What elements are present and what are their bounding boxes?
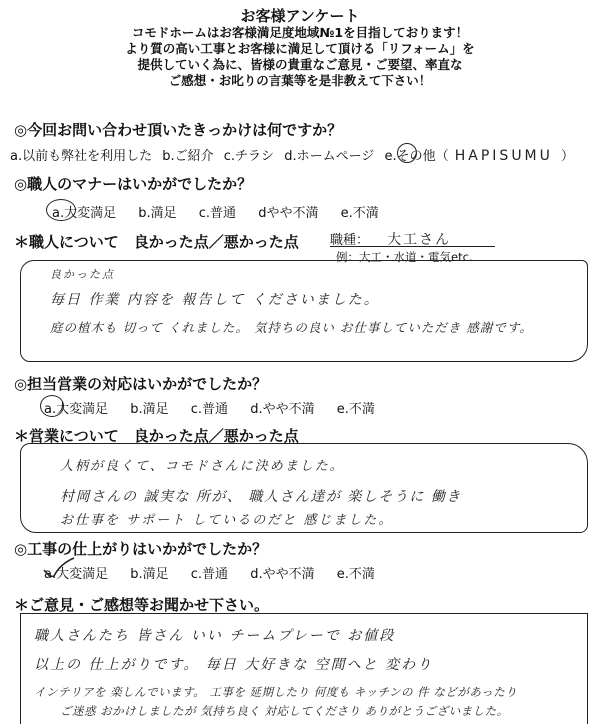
q4-option-d[interactable]: d.やや不満 <box>250 567 315 582</box>
q2-option-c[interactable]: c.普通 <box>198 206 237 221</box>
opinion-comment-line-1: 職人さんたち 皆さん いい チームプレーで お値段 <box>34 628 396 644</box>
q5-label: ＊ご意見・ご感想等お聞かせ下さい。 <box>14 596 270 614</box>
q3-option-d[interactable]: d.やや不満 <box>250 402 315 417</box>
q4-question: ◎工事の仕上がりはいかがでしたか？ <box>14 540 268 558</box>
q1-options <box>10 145 588 164</box>
q2-selection-circle <box>46 199 76 221</box>
header-line-2: より質の高い工事とお客様に満足して頂ける「リフォーム」を <box>125 41 475 56</box>
q4-check-mark <box>40 556 80 584</box>
q2-option-d[interactable]: dやや不満 <box>258 206 319 221</box>
header-line-1: コモドホームはお客様満足度地域№1を目指しております！ <box>131 25 469 40</box>
q3-option-e[interactable]: e.不満 <box>336 402 375 417</box>
q3-option-a[interactable]: a.大変満足 <box>44 402 109 417</box>
q3-options <box>44 398 389 417</box>
opinion-comment-line-4: ご迷惑 おかけしましたが 気持ち良く 対応してくださり ありがとうございました。 <box>60 704 509 718</box>
trade-label: 職種： <box>330 233 370 248</box>
q2-detail-label: ＊職人について 良かった点／悪かった点 <box>14 233 299 251</box>
q3-option-b[interactable]: b.満足 <box>130 402 169 417</box>
sales-comment-line-3: お仕事を サポート しているのだと 感じました。 <box>60 513 394 528</box>
manner-comment-line-1: 良かった点 <box>50 268 115 281</box>
q3-option-c[interactable]: c.普通 <box>190 402 229 417</box>
sales-comment-line-1: 人柄が良くて、コモドさんに決めました。 <box>60 459 345 474</box>
opinion-comment-line-3: インテリアを 楽しんでいます。 工事を 延期したり 何度も キッチンの 件 などがあったり <box>34 685 518 699</box>
survey-title: お客様アンケート <box>240 7 360 25</box>
q2-option-b[interactable]: b.満足 <box>138 206 177 221</box>
trade-value: 大工さん <box>387 232 452 248</box>
q4-option-e[interactable]: e.不満 <box>336 567 375 582</box>
header-line-4: ご感想・お叱りの言葉等を是非教えて下さい！ <box>168 73 432 88</box>
trade-underline <box>330 246 495 247</box>
trade-example: 例：大工・水道・電気etc. <box>336 250 473 264</box>
q4-option-b[interactable]: b.満足 <box>130 567 169 582</box>
q1-other-text: HAPISUMU <box>454 148 553 164</box>
q1-question: ◎今回お問い合わせ頂いたきっかけは何ですか？ <box>14 121 343 139</box>
q3-question: ◎担当営業の対応はいかがでしたか？ <box>14 375 268 393</box>
q2-question: ◎職人のマナーはいかがでしたか？ <box>14 175 253 193</box>
q4-option-c[interactable]: c.普通 <box>190 567 229 582</box>
q3-detail-label: ＊営業について 良かった点／悪かった点 <box>14 427 299 445</box>
manner-comment-line-2: 毎日 作業 内容を 報告して くださいました。 <box>50 292 380 308</box>
manner-comment-line-3: 庭の植木も 切って くれました。 気持ちの良い お仕事していただき 感謝です。 <box>50 320 533 335</box>
q1-close-paren: ） <box>561 149 575 164</box>
q1-option-a[interactable]: a.以前も弊社を利用した <box>10 149 153 164</box>
q4-options <box>44 563 389 582</box>
q1-selection-circle <box>397 143 417 163</box>
q2-option-e[interactable]: e.不満 <box>340 206 379 221</box>
header-line-3: 提供していく為に、皆様の貴重なご意見・ご要望、率直な <box>137 57 463 72</box>
q1-option-c[interactable]: c.チラシ <box>223 149 275 164</box>
opinion-comment-line-2: 以上の 仕上がりです。 毎日 大好きな 空間へと 変わり <box>34 657 434 673</box>
q3-selection-circle <box>40 395 64 417</box>
q4-option-a[interactable]: a.大変満足 <box>44 567 109 582</box>
q1-option-b[interactable]: b.ご紹介 <box>162 149 214 164</box>
q2-options <box>52 202 393 221</box>
sales-comment-line-2: 村岡さんの 誠実な 所が、 職人さん達が 楽しそうに 働き <box>60 489 462 505</box>
q2-option-a[interactable]: a.大変満足 <box>52 206 117 221</box>
q1-option-e[interactable]: e.その他（ <box>384 149 449 164</box>
q1-option-d[interactable]: d.ホームページ <box>284 149 375 164</box>
